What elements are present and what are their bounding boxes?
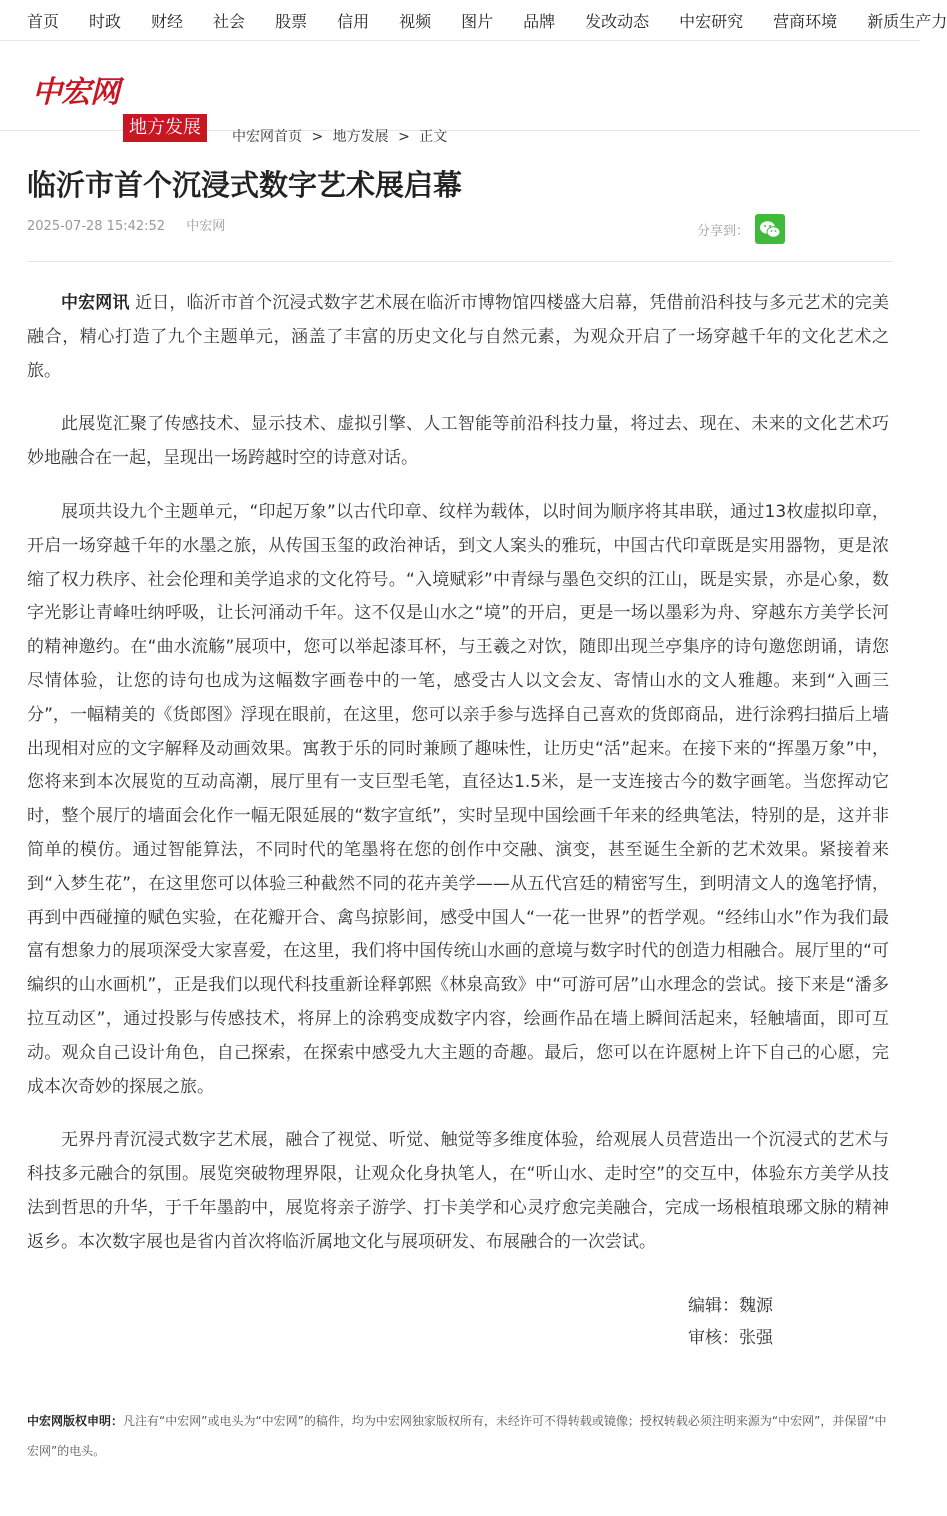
paragraph-3: 展项共设九个主题单元，“印起万象”以古代印章、纹样为载体，以时间为顺序将其串联，通过13枚虚拟印章，开启一场穿越千年的水墨之旅，从传国玉玺的政治神话，到文人案头的雅玩，中国古代印章既是实用器物，更是浓缩了权力秩序、社会伦理和美学追求的文化符号。“入境赋彩”中青绿与墨色交织的江山，既是实景，亦是心象，数字光影让青峰吐纳呼吸，让长河涌动千年。这不仅是山水之“境”的开启，更是一场以墨彩为舟、穿越东方美学长河的精神邀约。在“曲水流觞”展项中，您可以举起漆耳杯，与王羲之对饮，随即出现兰亭集序的诗句邀您朗诵，请您尽情体验，让您的诗句也成为这幅数字画卷中的一笔，感受古人以文会友、寄情山水的文人雅趣。来到“入画三分”，一幅精美的《货郎图》浮现在眼前，在这里，您可以亲手参与选择自己喜欢的货郎商品，进行涂鸦扫描后上墙出现相对应的文字解释及动画效果。寓教于乐的同时兼顾了趣味性，让历史“活”起来。在接下来的“挥墨万象”中，您将来到本次展览的互动高潮，展厅里有一支巨型毛笔，直径达1.5米，是一支连接古今的数字画笔。当您挥动它时，整个展厅的墙面会化作一幅无限延展的“数字宣纸”，实时呈现中国绘画千年来的经典笔法，特别的是，这并非简单的模仿。通过智能算法，不同时代的笔墨将在您的创作中交融、演变，甚至诞生全新的艺术效果。紧接着来到“入梦生花”，在这里您可以体验三种截然不同的花卉美学——从五代宫廷的精密写生，到明清文人的逸笔抒情，再到中西碰撞的赋色实验，在花瓣开合、禽鸟掠影间，感受中国人“一花一世界”的哲学观。“经纬山水”作为我们最富有想象力的展项深受大家喜爱，在这里，我们将中国传统山水画的意境与数字时代的创造力相融合。展厅里的“可编织的山水画机”，正是我们以现代科技重新诠释郭熙《林泉高致》中“可游可居”山水理念的尝试。接下来是“潘多拉互动区”，通过投影与传感技术，将屏上的涂鸦变成数字内容，绘画作品在墙上瞬间活起来，轻触墙面，即可互动。观众自己设计角色，自己探索，在探索中感受九大主题的奇趣。最后，您可以在许愿树上许下自己的心愿，完成本次奇妙的探展之旅。: [27, 501, 889, 1097]
nav-item-ndrc[interactable]: 发改动态: [585, 11, 650, 31]
breadcrumb-separator: >: [398, 129, 410, 145]
site-header: [0, 41, 920, 145]
wechat-icon[interactable]: [755, 214, 785, 244]
nav-item-credit[interactable]: 信用: [337, 11, 370, 31]
paragraph-1: [27, 287, 889, 388]
editor-info: [688, 1290, 773, 1354]
copyright-notice: [27, 1406, 889, 1466]
copyright-label: 中宏网版权申明：: [27, 1414, 124, 1428]
paragraph-2: 此展览汇聚了传感技术、显示技术、虚拟引擎、人工智能等前沿科技力量，将过去、现在、未来的文化艺术巧妙地融合在一起，呈现出一场跨越时空的诗意对话。: [27, 414, 889, 469]
article-title: 临沂市首个沉浸式数字艺术展启幕: [27, 168, 463, 202]
breadcrumb: [232, 126, 447, 146]
article-meta: [27, 215, 225, 234]
share-bar: [697, 214, 785, 244]
share-label: 分享到：: [697, 223, 750, 239]
nav-item-finance[interactable]: 财经: [151, 11, 184, 31]
nav-item-politics[interactable]: 时政: [89, 11, 122, 31]
copyright-text: 凡注有“中宏网”或电头为“中宏网”的稿件，均为中宏网独家版权所有，未经许可不得转载或镜像；授权转载必须注明来源为“中宏网”，并保留“中宏网”的电头。: [27, 1414, 887, 1458]
article-source: 中宏网: [186, 219, 226, 234]
nav-item-business-env[interactable]: 营商环境: [773, 11, 838, 31]
paragraph-1-text: 近日，临沂市首个沉浸式数字艺术展在临沂市博物馆四楼盛大启幕，凭借前沿科技与多元艺术的完美融合，精心打造了九个主题单元，涵盖了丰富的历史文化与自然元素，为观众开启了一场穿越千年的文化艺术之旅。: [27, 293, 890, 381]
nav-item-video[interactable]: 视频: [399, 11, 432, 31]
breadcrumb-home[interactable]: 中宏网首页: [232, 129, 302, 145]
top-nav: [0, 0, 947, 41]
channel-badge[interactable]: 地方发展: [123, 114, 207, 142]
reviewer-name: 审核：张强: [688, 1328, 773, 1348]
editor-name: 编辑：魏源: [688, 1296, 773, 1316]
lead-tag: 中宏网讯: [61, 293, 130, 313]
title-divider: [27, 261, 893, 262]
site-logo[interactable]: 中宏网: [32, 75, 119, 110]
nav-item-research[interactable]: 中宏研究: [679, 11, 744, 31]
nav-item-pictures[interactable]: 图片: [461, 11, 494, 31]
breadcrumb-channel[interactable]: 地方发展: [332, 129, 389, 145]
nav-item-productivity[interactable]: 新质生产力: [867, 11, 947, 31]
nav-item-brand[interactable]: 品牌: [523, 11, 556, 31]
article-body: [27, 287, 889, 1280]
publish-datetime: 2025-07-28 15:42:52: [27, 219, 166, 234]
breadcrumb-separator: >: [311, 129, 324, 145]
breadcrumb-current: 正文: [419, 129, 448, 145]
nav-item-home[interactable]: 首页: [27, 11, 60, 31]
nav-item-society[interactable]: 社会: [213, 11, 246, 31]
paragraph-4: 无界丹青沉浸式数字艺术展，融合了视觉、听觉、触觉等多维度体验，给观展人员营造出一个沉浸式的艺术与科技多元融合的氛围。展览突破物理界限，让观众化身执笔人，在“听山水、走时空”的交互中，体验东方美学从技法到哲思的升华，于千年墨韵中，展览将亲子游学、打卡美学和心灵疗愈完美融合，完成一场根植琅琊文脉的精神返乡。本次数字展也是省内首次将临沂属地文化与展项研发、布展融合的一次尝试。: [27, 1130, 889, 1252]
nav-item-stocks[interactable]: 股票: [275, 11, 308, 31]
